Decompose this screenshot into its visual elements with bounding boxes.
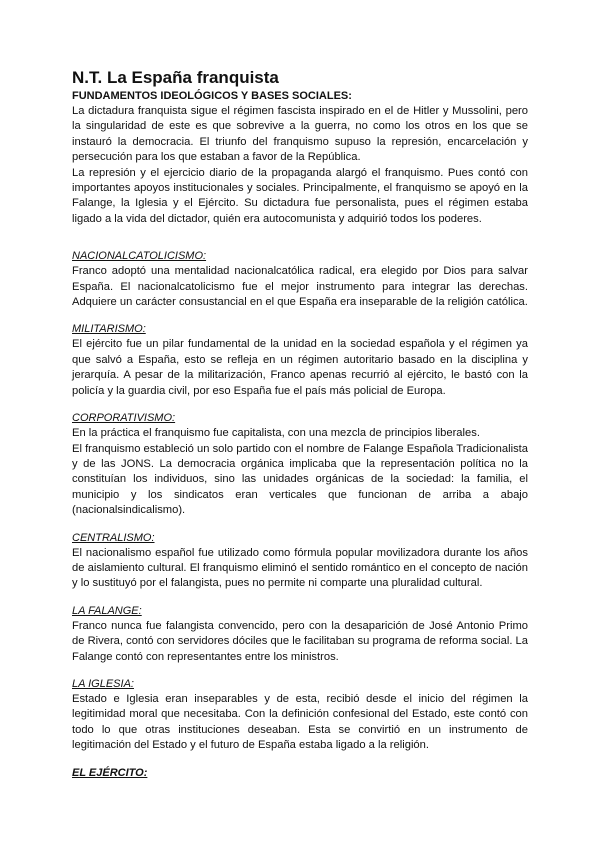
paragraph-centralismo: El nacionalismo español fue utilizado como fórmula popular movilizadora durante los años de aislamiento cultural. El franquismo eliminó el sentido romántico en el concepto de nación y lo sustituyó por el falangista, pues no permite ni comparte una pluralidad cultural.	[72, 546, 528, 590]
intro-paragraph-2: La represión y el ejercicio diario de la propaganda alargó el franquismo. Pues contó con importantes apoyos institucionales y sociales. Principalmente, el franquismo se apoyó en la Falange, la Iglesia y el Ejército. Su dictadura fue personalista, pues el régimen estaba ligado a la vida del dictador, quién era autocomunista y adquirió todos los poderes.	[72, 166, 528, 225]
heading-la-falange: LA FALANGE:	[72, 604, 142, 617]
paragraph-corporativismo-1: En la práctica el franquismo fue capitalista, con una mezcla de principios liberales.	[72, 427, 480, 440]
paragraph-militarismo: El ejército fue un pilar fundamental de la unidad en la sociedad española y el régimen ya que salvó a España, esto se refleja en un régimen autoritario basado en la disciplina y jerarquía. A pesar de la militarización, Franco apenas recurrió al ejército, le bastó con la policía y la guardia civil, por eso España fue el país más policial de Europa.	[72, 338, 528, 397]
paragraph-la-falange: Franco nunca fue falangista convencido, pero con la desaparición de José Antonio Primo de Rivera, contó con servidores dóciles que le facilitaban su programa de reforma social. La Falange contó con representantes entre los ministros.	[72, 619, 528, 663]
heading-corporativismo: CORPORATIVISMO:	[72, 412, 176, 425]
section-subtitle: FUNDAMENTOS IDEOLÓGICOS Y BASES SOCIALES:	[72, 90, 352, 102]
heading-la-iglesia: LA IGLESIA:	[72, 677, 134, 690]
heading-militarismo: MILITARISMO:	[72, 323, 146, 336]
page-title: N.T. La España franquista	[72, 68, 279, 87]
paragraph-la-iglesia: Estado e Iglesia eran inseparables y de esta, recibió desde el inicio del régimen la legitimidad moral que necesitaba. Con la definición confesional del Estado, este contó con todo lo que otras instituciones deseaban. Esta se convirtió en un instrumento de legitimación del Estado y el futuro de España estaba ligado a la religión.	[72, 692, 528, 752]
intro-paragraph-1: La dictadura franquista sigue el régimen fascista inspirado en el de Hitler y Mussolini, pero la singularidad de este es que sobrevive a la guerra, no como los otros en los que se instauró la democracia. El triunfo del franquismo supuso la represión, encarcelación y persecución para los que estaban a favor de la República.	[72, 105, 528, 164]
paragraph-nacionalcatolicismo: Franco adoptó una mentalidad nacionalcatólica radical, era elegido por Dios para salvar España. El nacionalcatolicismo fue el mejor instrumento para integrar las derechas. Adquiere un carácter consustancial en el que España era inseparable de la religión católica.	[72, 265, 528, 309]
paragraph-corporativismo-2: El franquismo estableció un solo partido con el nombre de Falange Española Tradicionalista y de las JONS. La democracia orgánica implicaba que la representación política no la constituían los individuos, sino las unidades orgánicas de la sociedad: la familia, el municipio y los sindicatos eran verticales que funcionan de arriba a abajo (nacionalsindicalismo).	[72, 442, 528, 517]
heading-centralismo: CENTRALISMO:	[72, 531, 155, 544]
heading-el-ejercito: EL EJÉRCITO:	[72, 766, 148, 779]
heading-nacionalcatolicismo: NACIONALCATOLICISMO:	[72, 250, 207, 263]
